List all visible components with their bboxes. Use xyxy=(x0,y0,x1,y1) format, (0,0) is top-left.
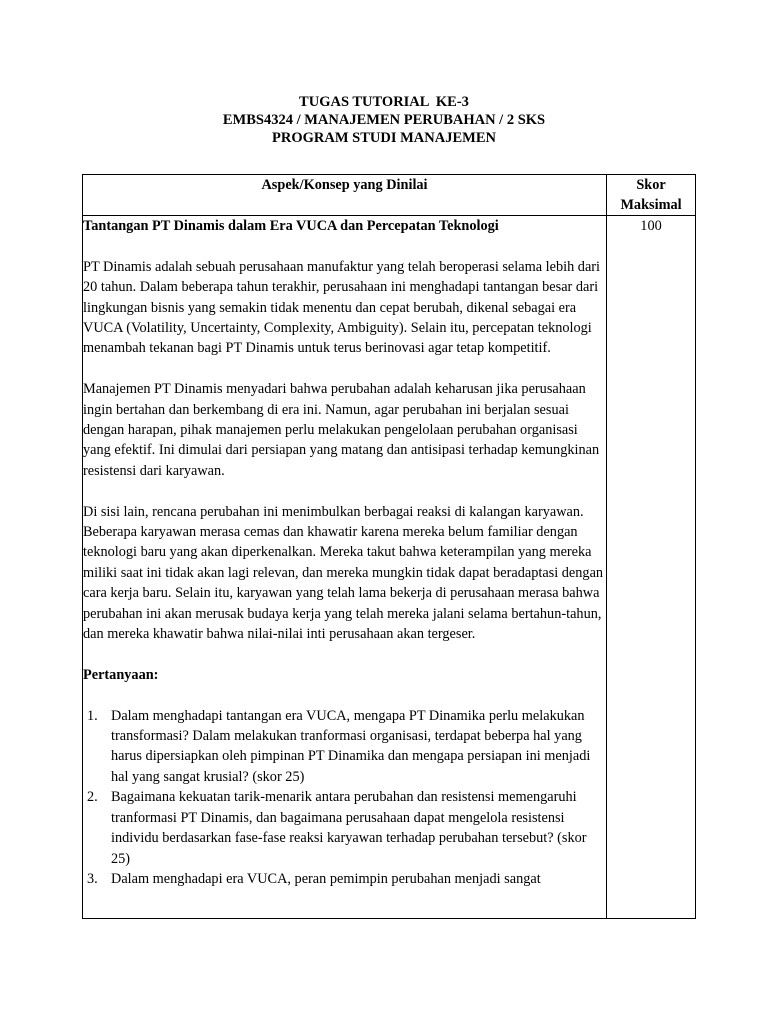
header-course: EMBS4324 / MANAJEMEN PERUBAHAN / 2 SKS xyxy=(222,112,546,128)
column-header-aspek: Aspek/Konsep yang Dinilai xyxy=(83,175,607,216)
list-item xyxy=(83,787,606,869)
question-number: 1. xyxy=(87,707,98,724)
questions-heading: Pertanyaan: xyxy=(83,666,159,683)
header-program: PROGRAM STUDI MANAJEMEN xyxy=(272,130,496,146)
document-header xyxy=(0,93,768,147)
column-header-skor-line2: Maksimal xyxy=(620,197,682,213)
table-row xyxy=(83,216,696,919)
question-text: Dalam menghadapi tantangan era VUCA, mengapa PT Dinamika perlu melakukan transformasi? Dalam melakukan tranformasi organisasi, terdapat beberpa hal yang harus dipersiapkan oleh pimpinan PT Dinamika dan mengapa persiapan ini menjadi hal yang sangat krusial? (skor 25) xyxy=(111,707,591,785)
case-title: Tantangan PT Dinamis dalam Era VUCA dan Percepatan Teknologi xyxy=(83,218,499,234)
question-number: 3. xyxy=(87,870,98,887)
question-number: 2. xyxy=(87,789,98,806)
table-header-row xyxy=(83,175,696,216)
question-text: Bagaimana kekuatan tarik-menarik antara perubahan dan resistensi memengaruhi tranformasi PT Dinamis, dan bagaimana perusahaan dapat mengelola resistensi individu berdasarkan fase-fase reaksi karyawan terhadap perubahan tersebut? (skor 25) xyxy=(111,789,587,867)
case-paragraph-3: Di sisi lain, rencana perubahan ini menimbulkan berbagai reaksi di kalangan karyawan. Beberapa karyawan merasa cemas dan khawatir karena mereka belum familiar dengan teknologi baru yang akan diperkenalkan. Mereka takut bahwa keterampilan yang mereka miliki saat ini tidak akan lagi relevan, dan mereka mungkin tidak dapat beradaptasi dengan cara kerja baru. Selain itu, karyawan yang telah lama bekerja di perusahaan merasa bahwa perubahan ini akan merusak budaya kerja yang telah mereka jalani selama bertahun-tahun, dan mereka khawatir bahwa nilai-nilai inti perusahaan akan tergeser. xyxy=(83,503,604,643)
header-title: TUGAS TUTORIAL KE-3 xyxy=(299,94,469,110)
case-content-cell xyxy=(83,216,607,919)
column-header-skor-line1: Skor xyxy=(636,177,666,193)
case-paragraph-1: PT Dinamis adalah sebuah perusahaan manufaktur yang telah beroperasi selama lebih dari 20 tahun. Dalam beberapa tahun terakhir, perusahaan ini menghadapi tantangan besar dari lingkungan bisnis yang semakin tidak menentu dan cepat berubah, dikenal sebagai era VUCA (Volatility, Uncertainty, Complexity, Ambiguity). Selain itu, percepatan teknologi menambah tekanan bagi PT Dinamis untuk terus berinovasi agar tetap kompetitif. xyxy=(83,258,601,357)
column-header-skor xyxy=(607,175,696,216)
score-cell: 100 xyxy=(607,216,696,919)
case-paragraph-2: Manajemen PT Dinamis menyadari bahwa perubahan adalah keharusan jika perusahaan ingin bertahan dan berkembang di era ini. Namun, agar perubahan ini berjalan sesuai dengan harapan, pihak manajemen perlu melakukan pengelolaan perubahan organisasi yang efektif. Ini dimulai dari persiapan yang matang dan antisipasi terhadap kemungkinan resistensi dari karyawan. xyxy=(83,381,600,479)
assessment-table xyxy=(82,174,696,919)
list-item xyxy=(83,869,606,889)
list-item xyxy=(83,706,606,788)
questions-list xyxy=(83,706,606,890)
question-text: Dalam menghadapi era VUCA, peran pemimpin perubahan menjadi sangat xyxy=(111,870,541,887)
